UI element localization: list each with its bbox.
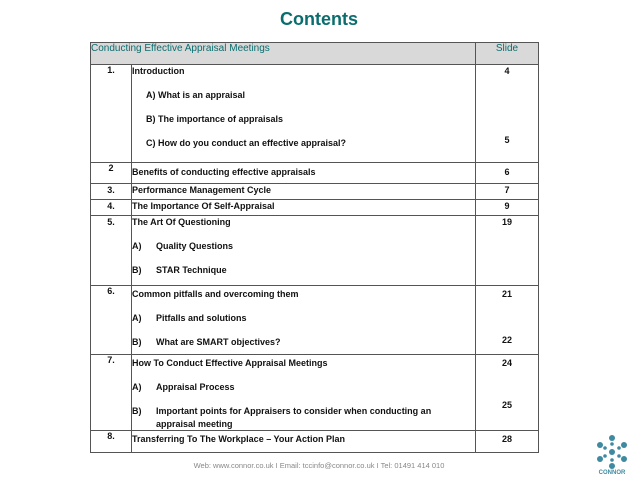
table-row (91, 355, 539, 431)
row-title: How To Conduct Effective Appraisal Meetings (132, 358, 328, 368)
row-number: 2 (91, 163, 132, 184)
row-slide (476, 163, 539, 184)
sub-item (132, 405, 475, 417)
sub-text-continued: appraisal meeting (156, 419, 233, 429)
contact-footer: Web: www.connor.co.uk I Email: tccinfo@connor.co.uk I Tel: 01491 414 010 (193, 461, 445, 470)
sub-item (132, 264, 475, 276)
sub-label: A) (132, 313, 142, 323)
row-content (132, 200, 476, 216)
row-slide (476, 431, 539, 453)
logo-text: CONNOR (598, 470, 626, 476)
sub-item (132, 336, 475, 348)
table-row (91, 216, 539, 286)
row-slide (476, 184, 539, 200)
row-title: Performance Management Cycle (132, 185, 272, 195)
sub-label: B) (132, 406, 142, 416)
sub-label: B) (132, 337, 142, 347)
row-title: Transferring To The Workplace – Your Action Plan (132, 434, 346, 444)
row-content (132, 355, 476, 431)
table-row (91, 184, 539, 200)
row-number: 1. (91, 65, 132, 163)
slide-number: 9 (504, 201, 510, 211)
slide-number: 6 (504, 167, 510, 177)
row-content (132, 216, 476, 286)
table-header-title: Conducting Effective Appraisal Meetings (91, 43, 476, 65)
row-title: Common pitfalls and overcoming them (132, 289, 299, 299)
slide-number: 5 (504, 135, 510, 145)
slide-number: 22 (501, 335, 512, 345)
sub-text: What are SMART objectives? (156, 337, 281, 347)
sub-item: B) The importance of appraisals (146, 114, 284, 124)
slide-number: 19 (501, 217, 512, 227)
table-header-row (91, 43, 539, 65)
row-number: 7. (91, 355, 132, 431)
row-number: 5. (91, 216, 132, 286)
row-content (132, 431, 476, 453)
sub-label: A) (132, 241, 142, 251)
row-number: 8. (91, 431, 132, 453)
sub-item: C) How do you conduct an effective appraisal? (146, 138, 347, 148)
page-title: Contents (280, 9, 358, 29)
sub-text: Quality Questions (156, 241, 234, 251)
row-number: 4. (91, 200, 132, 216)
table-row (91, 431, 539, 453)
row-content (132, 65, 476, 163)
row-slide (476, 355, 539, 431)
row-content (132, 184, 476, 200)
sub-item (132, 240, 475, 252)
sub-text: STAR Technique (156, 265, 227, 275)
row-slide (476, 216, 539, 286)
row-slide (476, 200, 539, 216)
sub-item (132, 381, 475, 393)
row-number: 6. (91, 286, 132, 355)
slide-number: 25 (501, 400, 512, 410)
snowflake-logo-icon (590, 430, 634, 474)
table-row (91, 200, 539, 216)
row-content (132, 163, 476, 184)
contents-table (90, 42, 539, 453)
row-slide (476, 286, 539, 355)
table-row (91, 286, 539, 355)
table-header-slide: Slide (476, 43, 539, 65)
row-number: 3. (91, 184, 132, 200)
slide-number: 7 (504, 185, 510, 195)
row-title: The Importance Of Self-Appraisal (132, 201, 275, 211)
sub-text: Important points for Appraisers to consider when conducting an (156, 406, 432, 416)
sub-item (132, 312, 475, 324)
slide-number: 24 (501, 358, 512, 368)
sub-label: B) (132, 265, 142, 275)
row-content (132, 286, 476, 355)
row-title: Introduction (132, 66, 185, 76)
sub-item: A) What is an appraisal (146, 90, 246, 100)
slide-number: 28 (501, 434, 512, 444)
table-row (91, 163, 539, 184)
row-slide (476, 65, 539, 163)
slide-number: 4 (504, 66, 510, 76)
row-title: The Art Of Questioning (132, 217, 231, 227)
slide-number: 21 (501, 289, 512, 299)
table-row (91, 65, 539, 163)
sub-text: Pitfalls and solutions (156, 313, 247, 323)
row-title: Benefits of conducting effective appraisals (132, 167, 316, 177)
sub-text: Appraisal Process (156, 382, 235, 392)
sub-label: A) (132, 382, 142, 392)
